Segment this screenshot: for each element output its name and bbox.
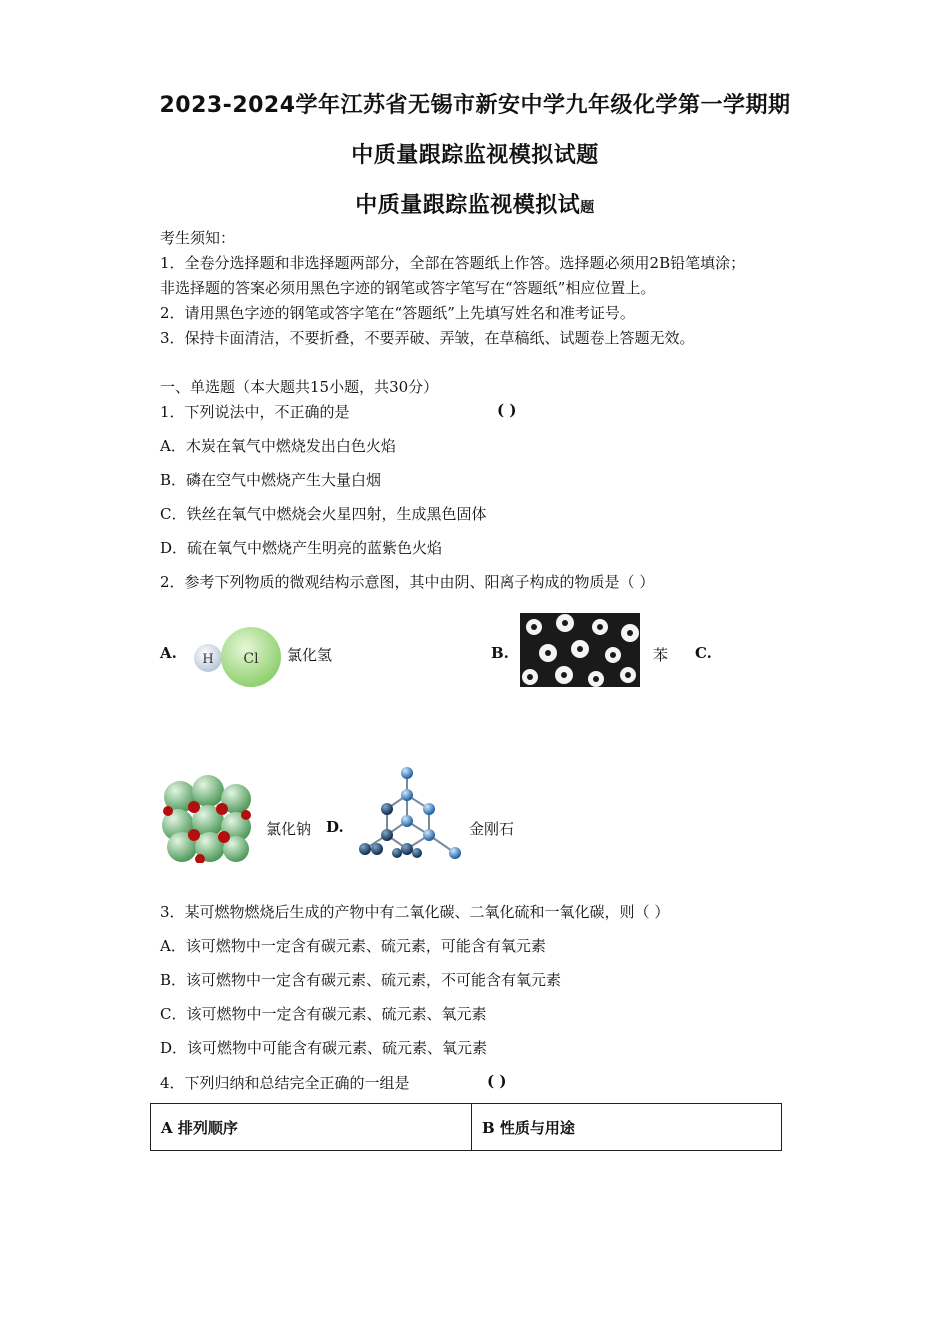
q2-option-b-label: B. <box>491 644 509 662</box>
q1-option-b: B．磷在空气中燃烧产生大量白烟 <box>160 471 382 489</box>
q2-option-a-name: 氯化氢 <box>287 646 333 664</box>
diamond-structure-image <box>355 765 465 863</box>
q4-table-cell-a: A 排列顺序 <box>151 1104 472 1151</box>
benzene-micrograph-image <box>520 613 640 687</box>
q1-answer-paren: ( ) <box>497 401 517 419</box>
q2-option-d-label: D. <box>326 818 344 836</box>
q3-option-d: D．该可燃物中可能含有碳元素、硫元素、氧元素 <box>160 1039 488 1057</box>
q2-option-a-label: A. <box>160 644 177 662</box>
q2-option-b-name: 苯 <box>653 646 669 664</box>
title-line-3-main: 中质量跟踪监视模拟试 <box>355 193 581 218</box>
notice-heading: 考生须知： <box>160 229 236 247</box>
q2-option-d-name: 金刚石 <box>469 820 515 838</box>
hydrogen-chloride-molecule-image <box>190 625 285 689</box>
sodium-chloride-lattice-image <box>160 775 255 863</box>
notice-item-3: 3．保持卡面清洁，不要折叠，不要弄破、弄皱，在草稿纸、试题卷上答题无效。 <box>160 329 695 347</box>
notice-item-1b: 非选择题的答案必须用黑色字迹的钢笔或答字笔写在“答题纸”相应位置上。 <box>160 279 656 297</box>
q2-option-c-name: 氯化钠 <box>266 820 312 838</box>
q4-table <box>150 1103 782 1151</box>
notice-item-2: 2．请用黑色字迹的钢笔或答字笔在“答题纸”上先填写姓名和准考证号。 <box>160 304 635 322</box>
section-heading: 一、单选题（本大题共15小题，共30分） <box>160 378 439 396</box>
q1-option-d: D．硫在氧气中燃烧产生明亮的蓝紫色火焰 <box>160 539 443 557</box>
q3-option-c: C．该可燃物中一定含有碳元素、硫元素、氧元素 <box>160 1005 487 1023</box>
q1-stem: 1．下列说法中，不正确的是 <box>160 403 350 421</box>
q4-stem: 4．下列归纳和总结完全正确的一组是 <box>160 1074 410 1092</box>
q1-option-a: A．木炭在氧气中燃烧发出白色火焰 <box>160 437 396 455</box>
q1-option-c: C．铁丝在氧气中燃烧会火星四射，生成黑色固体 <box>160 505 487 523</box>
q3-option-b: B．该可燃物中一定含有碳元素、硫元素，不可能含有氧元素 <box>160 971 562 989</box>
q2-option-c-label: C. <box>695 644 712 662</box>
q4-table-cell-b: B 性质与用途 <box>472 1104 782 1151</box>
table-row <box>151 1104 782 1151</box>
h-atom-label: H <box>202 652 214 667</box>
q3-stem: 3．某可燃物燃烧后生成的产物中有二氧化碳、二氧化硫和一氧化碳，则（ ） <box>160 903 670 921</box>
cl-atom-label: Cl <box>243 651 259 667</box>
title-line-3-suffix: 题 <box>580 200 595 216</box>
notice-item-1a: 1．全卷分选择题和非选择题两部分，全部在答题纸上作答。选择题必须用2B铅笔填涂； <box>160 254 746 272</box>
q4-answer-paren: ( ) <box>487 1072 507 1090</box>
title-line-2: 中质量跟踪监视模拟试题 <box>351 143 599 168</box>
title-line-3 <box>0 188 950 219</box>
title-line-1: 2023-2024学年江苏省无锡市新安中学九年级化学第一学期期 <box>159 93 791 118</box>
q2-stem: 2．参考下列物质的微观结构示意图，其中由阴、阳离子构成的物质是（ ） <box>160 573 655 591</box>
q3-option-a: A．该可燃物中一定含有碳元素、硫元素，可能含有氧元素 <box>160 937 546 955</box>
